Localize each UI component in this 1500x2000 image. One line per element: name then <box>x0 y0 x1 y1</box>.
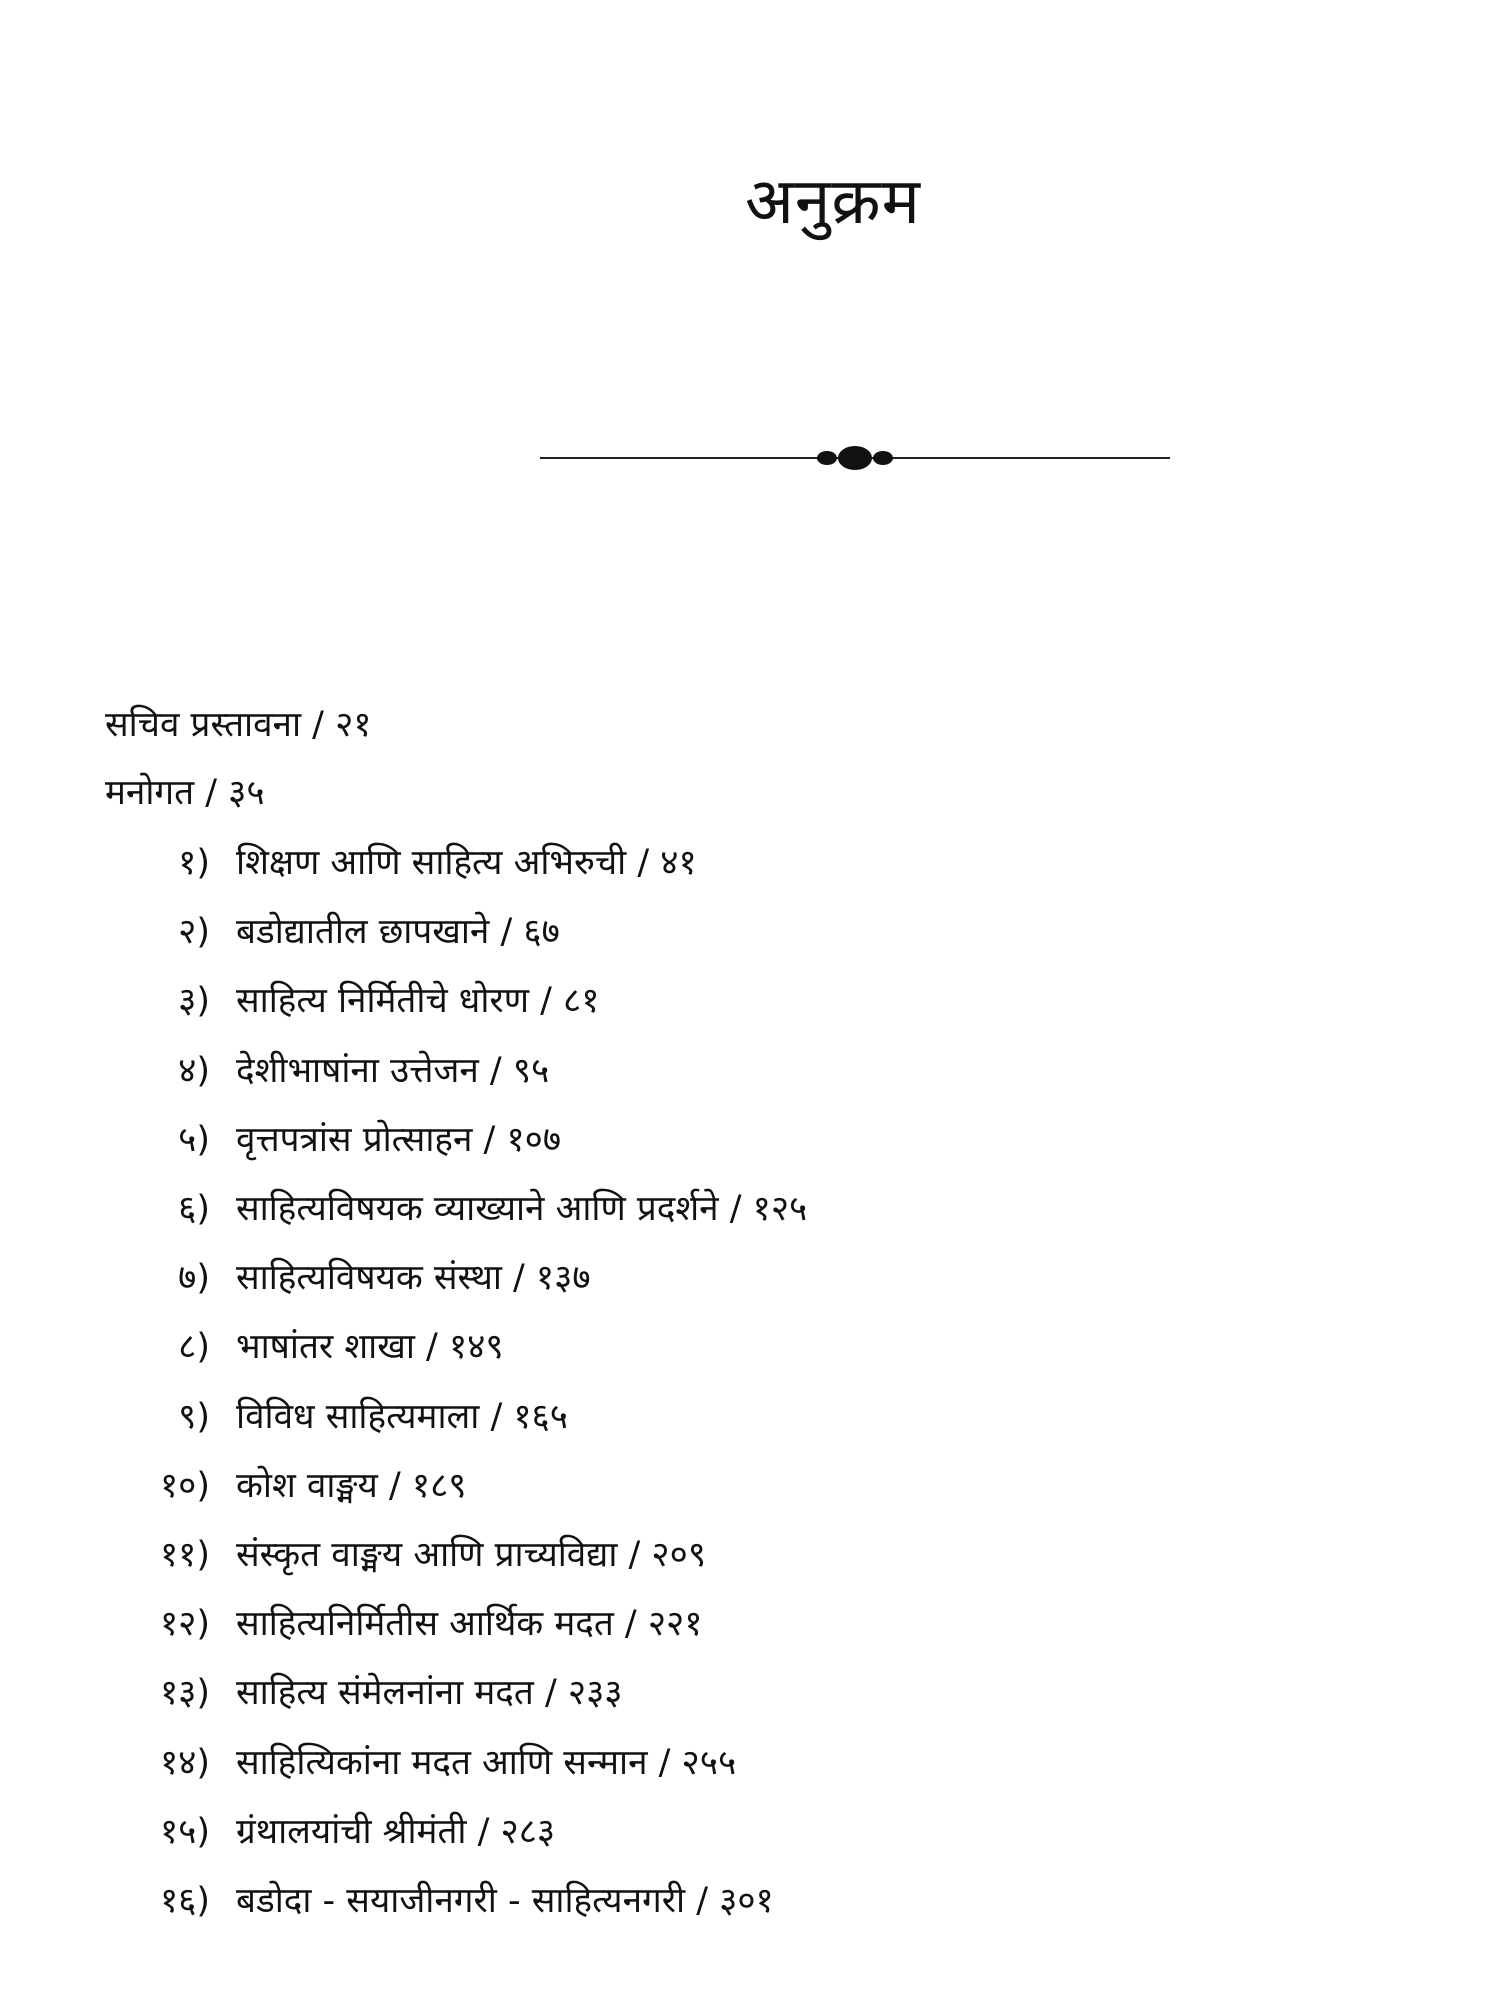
toc-entry <box>0 1050 1500 1106</box>
toc-entry-number: ७) <box>178 1258 210 1299</box>
toc-entry-number: १) <box>178 843 210 883</box>
front-matter-item: सचिव प्रस्तावना / २१ <box>105 705 372 745</box>
toc-entry-label: कोश वाङ्मय / १८९ <box>236 1465 467 1506</box>
toc-entry-label: देशीभाषांना उत्तेजन / ९५ <box>236 1050 550 1091</box>
toc-entry-label: भाषांतर शाखा / १४९ <box>236 1327 504 1368</box>
toc-entry-number: १३) <box>159 1673 210 1714</box>
toc-entry-number: ३) <box>178 981 210 1022</box>
toc-entry-label: शिक्षण आणि साहित्य अभिरुची / ४१ <box>236 843 697 883</box>
toc-entry-label: साहित्यविषयक संस्था / १३७ <box>236 1258 591 1299</box>
toc-entry-label: विविध साहित्यमाला / १६५ <box>236 1396 568 1437</box>
toc-entry-number: १४) <box>159 1742 210 1783</box>
toc-entry-number: ८) <box>178 1327 210 1368</box>
toc-entry <box>0 1673 1500 1728</box>
ornamental-divider <box>540 432 1170 484</box>
page-title: अनुक्रम <box>745 165 921 239</box>
toc-entry-label: साहित्यनिर्मितीस आर्थिक मदत / २२१ <box>236 1604 703 1645</box>
toc-entry-number: ११) <box>159 1535 210 1575</box>
toc-entry <box>0 912 1500 967</box>
toc-entry-label: साहित्य संमेलनांना मदत / २३३ <box>236 1673 623 1714</box>
toc-entry-number: २) <box>178 912 210 953</box>
toc-entry-number: १५) <box>159 1811 210 1852</box>
toc-entry-label: वृत्तपत्रांस प्रोत्साहन / १०७ <box>236 1119 562 1160</box>
toc-entry <box>0 1742 1500 1798</box>
toc-entry-number: १०) <box>159 1465 210 1506</box>
toc-entry <box>0 981 1500 1036</box>
toc-entry <box>0 1811 1500 1867</box>
toc-entry <box>0 1604 1500 1659</box>
toc-entry <box>0 1189 1500 1244</box>
toc-entry-label: बडोदा - सयाजीनगरी - साहित्यनगरी / ३०१ <box>236 1881 774 1921</box>
toc-entry-number: ९) <box>178 1396 210 1437</box>
toc-entry-label: ग्रंथालयांची श्रीमंती / २८३ <box>236 1811 556 1852</box>
toc-entry-number: १२) <box>159 1604 210 1645</box>
toc-entry <box>0 1535 1500 1590</box>
toc-entry-label: साहित्यिकांना मदत आणि सन्मान / २५५ <box>236 1742 737 1783</box>
toc-entry-label: बडोद्यातील छापखाने / ६७ <box>236 912 560 953</box>
toc-entry <box>0 843 1500 898</box>
toc-entry <box>0 1465 1500 1521</box>
toc-entry-number: १६) <box>159 1881 210 1921</box>
toc-entry-label: साहित्य निर्मितीचे धोरण / ८१ <box>236 981 600 1022</box>
toc-entry <box>0 1258 1500 1313</box>
front-matter-item: मनोगत / ३५ <box>105 773 265 813</box>
toc-entry-label: संस्कृत वाङ्मय आणि प्राच्यविद्या / २०९ <box>236 1535 707 1575</box>
toc-entry-number: ६) <box>178 1189 210 1229</box>
toc-entry <box>0 1119 1500 1175</box>
toc-entry <box>0 1881 1500 1936</box>
toc-entry <box>0 1396 1500 1452</box>
toc-entry-number: ४) <box>178 1050 210 1091</box>
toc-entry <box>0 1327 1500 1382</box>
toc-entry-label: साहित्यविषयक व्याख्याने आणि प्रदर्शने / १२५ <box>236 1189 808 1229</box>
toc-entry-number: ५) <box>178 1119 210 1160</box>
